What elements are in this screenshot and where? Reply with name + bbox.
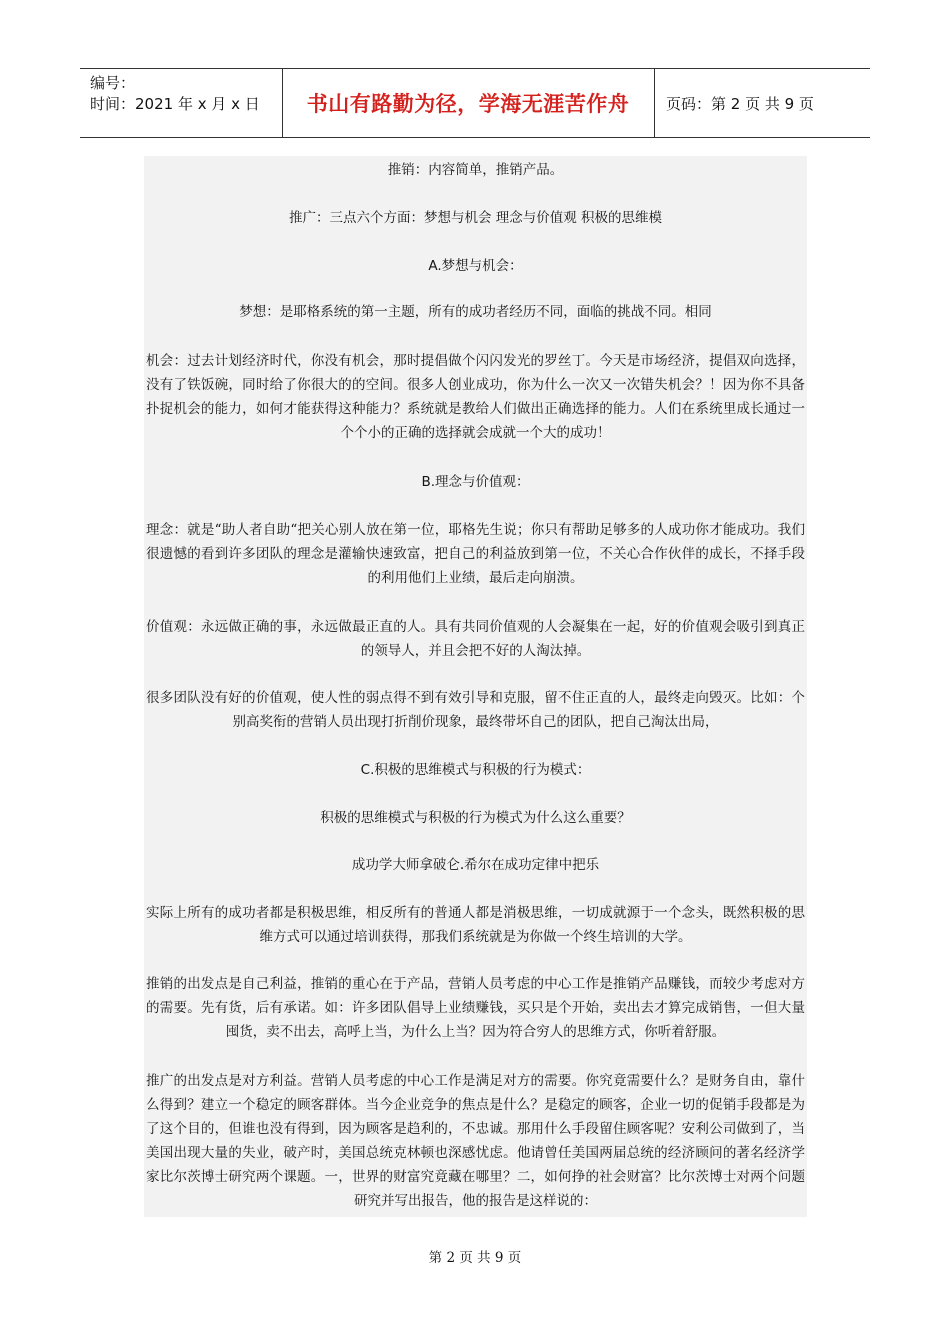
paragraph: 机会：过去计划经济时代，你没有机会，那时提倡做个闪闪发光的罗丝丁。今天是市场经济，提倡双向选择，没有了铁饭碗，同时给了你很大的的空间。很多人创业成功，你为什么一次又一次错失机会？！因为你不具备扑捉机会的能力，如何才能获得这种能力？系统就是教给人们做出正确选择的能力。人们在系统里成长通过一个个小的正确的选择就会成就一个大的成功！ [146,353,805,441]
paragraph: 价值观：永远做正确的事，永远做最正直的人。具有共同价值观的人会凝集在一起，好的价值观会吸引到真正的领导人，并且会把不好的人淘汰掉。 [146,619,805,659]
header-page-number: 页码：第 2 页 共 9 页 [666,94,814,113]
paragraph: 成功学大师拿破仑.希尔在成功定律中把乐 [351,857,600,873]
section-heading: A.梦想与机会： [428,258,523,274]
paragraph: 理念：就是“助人者自助“把关心别人放在第一位，耶格先生说；你只有帮助足够多的人成功你才能成功。我们很遗憾的看到许多团队的理念是灌输快速致富，把自己的利益放到第一位，不关心合作伙伴的成长，不择手段的利用他们上业绩，最后走向崩溃。 [146,522,805,586]
paragraph: 推销：内容简单，推销产品。 [387,162,564,178]
section-heading: B.理念与价值观： [421,474,530,490]
paragraph: 很多团队没有好的价值观，使人性的弱点得不到有效引导和克服，留不住正直的人，最终走向毁灭。比如：个别高奖衔的营销人员出现打折削价现象，最终带坏自己的团队，把自己淘汰出局， [146,690,805,730]
paragraph: 梦想：是耶格系统的第一主题，所有的成功者经历不同，面临的挑战不同。相同 [239,304,712,320]
paragraph: 积极的思维模式与积极的行为模式为什么这么重要？ [320,810,631,826]
paragraph: 实际上所有的成功者都是积极思维，相反所有的普通人都是消极思维，一切成就源于一个念头，既然积极的思维方式可以通过培训获得，那我们系统就是为你做一个终生培训的大学。 [146,905,805,945]
section-heading: C.积极的思维模式与积极的行为模式： [360,762,591,778]
header-motto: 书山有路勤为径，学海无涯苦作舟 [306,92,630,116]
paragraph: 推广的出发点是对方利益。营销人员考虑的中心工作是满足对方的需要。你究竟需要什么？是财务自由，靠什么得到？建立一个稳定的顾客群体。当今企业竞争的焦点是什么？是稳定的顾客，企业一切的促销手段都是为了这个目的，但谁也没有得到，因为顾客是趋利的，不忠诚。那用什么手段留住顾客呢？安利公司做到了，当美国出现大量的失业，破产时，美国总统克林顿也深感忧虑。他请曾任美国两届总统的经济顾问的著名经济学家比尔茨博士研究两个课题。一，世界的财富究竟藏在哪里？二，如何挣的社会财富？比尔茨博士对两个问题研究并写出报告，他的报告是这样说的： [146,1073,805,1209]
page-footer: 第 2 页 共 9 页 [428,1250,522,1266]
doc-date-label: 时间：2021 年 x 月 x 日 [90,95,260,113]
paragraph: 推广：三点六个方面：梦想与机会 理念与价值观 积极的思维模 [288,210,663,226]
paragraph: 推销的出发点是自己利益，推销的重心在于产品，营销人员考虑的中心工作是推销产品赚钱，而较少考虑对方的需要。先有货，后有承诺。如：许多团队倡导上业绩赚钱，买只是个开始，卖出去才算完成销售，一但大量囤货，卖不出去，高呼上当，为什么上当？因为符合穷人的思维方式，你听着舒服。 [146,976,805,1040]
header-meta [90,73,280,115]
header-divider [654,69,655,137]
header-divider [282,69,283,137]
doc-number-label: 编号： [90,74,136,92]
page-header [80,68,870,138]
